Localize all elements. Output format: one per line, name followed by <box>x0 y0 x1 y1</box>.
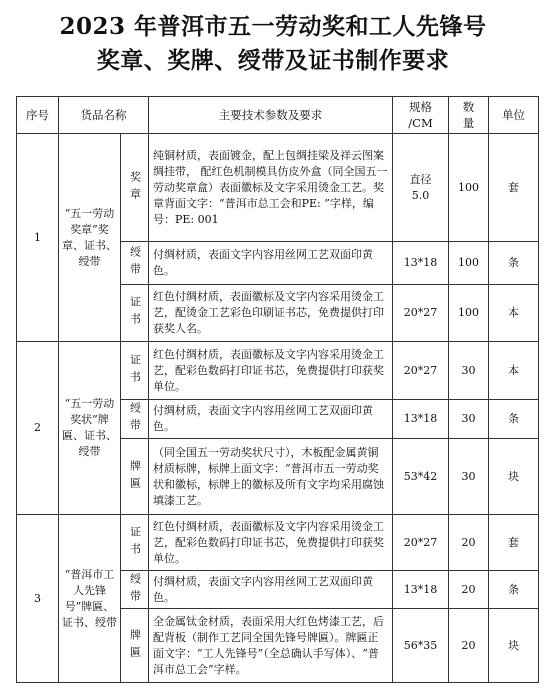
header-size: 规格 /CM <box>393 97 449 134</box>
table-row <box>17 515 539 571</box>
size-value: 20*27 <box>393 515 449 571</box>
qty-value: 30 <box>449 400 489 439</box>
header-name: 货品名称 <box>59 97 149 134</box>
sub-item-label: 奖章 <box>121 134 149 242</box>
table-row <box>17 342 539 400</box>
unit-value: 条 <box>489 400 539 439</box>
header-qty: 数 量 <box>449 97 489 134</box>
row-index: 3 <box>17 515 59 683</box>
size-value: 13*18 <box>393 571 449 609</box>
table-row <box>17 134 539 242</box>
spec-text: 付绸材质，表面文字内容用丝网工艺双面印黄色。 <box>149 242 393 285</box>
size-value: 20*27 <box>393 342 449 400</box>
spec-text: 付绸材质，表面文字内容用丝网工艺双面印黄色。 <box>149 400 393 439</box>
size-value: 20*27 <box>393 285 449 342</box>
sub-item-label: 证书 <box>121 515 149 571</box>
unit-value: 套 <box>489 515 539 571</box>
size-value: 13*18 <box>393 242 449 285</box>
header-unit: 单位 <box>489 97 539 134</box>
unit-value: 本 <box>489 342 539 400</box>
size-value: 56*35 <box>393 609 449 683</box>
goods-name: “五一劳动奖状”牌匾、证书、绶带 <box>59 342 121 515</box>
sub-item-label: 证书 <box>121 342 149 400</box>
qty-value: 100 <box>449 285 489 342</box>
size-value: 13*18 <box>393 400 449 439</box>
sub-item-label: 证书 <box>121 285 149 342</box>
sub-item-label: 绶带 <box>121 400 149 439</box>
spec-text: 付绸材质，表面文字内容用丝网工艺双面印黄色。 <box>149 571 393 609</box>
sub-item-label: 牌匾 <box>121 439 149 515</box>
qty-value: 100 <box>449 242 489 285</box>
table-header-row <box>17 97 539 134</box>
unit-value: 条 <box>489 242 539 285</box>
spec-text: 全金属钛金材质，表面采用大红色烤漆工艺，后配背板（制作工艺同全国先锋号牌匾）。牌匾正面文字：“工人先锋号”（全总确认手写体）、“普洱市总工会”字样。 <box>149 609 393 683</box>
unit-value: 条 <box>489 571 539 609</box>
goods-name: “五一劳动奖章”奖章、证书、绶带 <box>59 134 121 342</box>
unit-value: 块 <box>489 439 539 515</box>
spec-text: （同全国五一劳动奖状尺寸），木板配金属黄铜材质标牌，标牌上面文字：“普洱市五一劳动奖状和徽标，标牌上的徽标及所有文字均采用腐蚀填漆工艺。 <box>149 439 393 515</box>
qty-value: 30 <box>449 342 489 400</box>
header-index: 序号 <box>17 97 59 134</box>
spec-text: 红色付绸材质，表面徽标及文字内容采用烫金工艺，配彩色数码打印证书芯，免费提供打印获奖单位。 <box>149 342 393 400</box>
spec-text: 红色付绸材质，表面徽标及文字内容采用烫金工艺，配彩色数码打印证书芯，免费提供打印获奖单位。 <box>149 515 393 571</box>
sub-item-label: 绶带 <box>121 242 149 285</box>
qty-value: 20 <box>449 609 489 683</box>
qty-value: 20 <box>449 515 489 571</box>
unit-value: 套 <box>489 134 539 242</box>
unit-value: 本 <box>489 285 539 342</box>
qty-value: 30 <box>449 439 489 515</box>
row-index: 2 <box>17 342 59 515</box>
header-spec: 主要技术参数及要求 <box>149 97 393 134</box>
document-title-line2: 奖章、奖牌、绶带及证书制作要求 <box>96 47 450 74</box>
sub-item-label: 绶带 <box>121 571 149 609</box>
document-title-line1: 2023 年普洱市五一劳动奖和工人先锋号 <box>59 13 487 40</box>
size-value: 53*42 <box>393 439 449 515</box>
qty-value: 100 <box>449 134 489 242</box>
goods-name: “普洱市工人先锋号”牌匾、证书、绶带 <box>59 515 121 683</box>
sub-item-label: 牌匾 <box>121 609 149 683</box>
qty-value: 20 <box>449 571 489 609</box>
requirements-table <box>16 96 539 683</box>
spec-text: 红色付绸材质，表面徽标及文字内容采用烫金工艺，配烫金工艺彩色印刷证书芯，免费提供打印获奖人名。 <box>149 285 393 342</box>
unit-value: 块 <box>489 609 539 683</box>
spec-text: 纯铜材质，表面镀金，配上包绸挂梁及祥云图案绸挂带， 配红色机制模具仿皮外盒（同全国五一劳动奖章盒）表面徽标及文字采用烫金工艺。奖章背面文字：“普洱市总工会和PE: ”字样，编号：PE: 001 <box>149 134 393 242</box>
size-value: 直径 5.0 <box>393 134 449 242</box>
row-index: 1 <box>17 134 59 342</box>
